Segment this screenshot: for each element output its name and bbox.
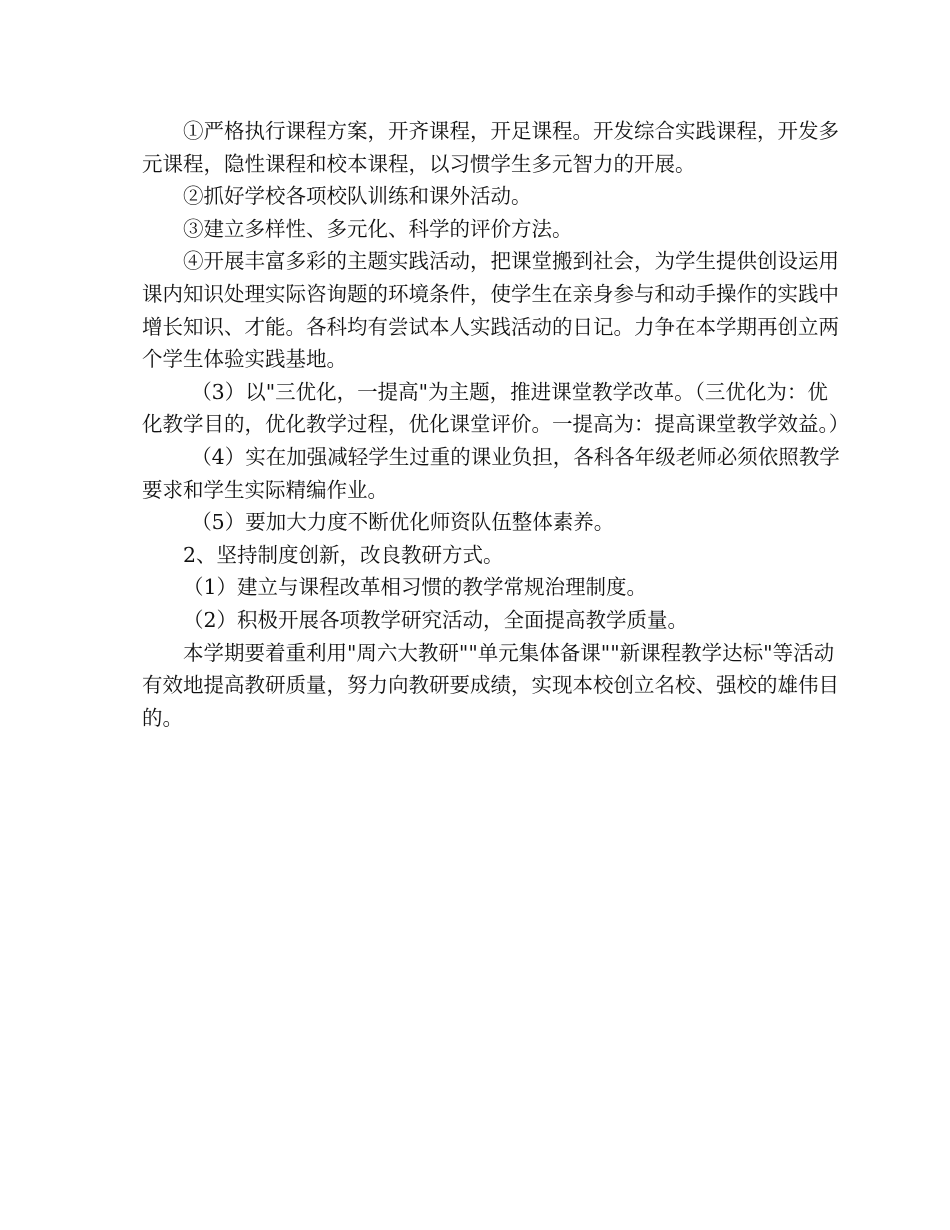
paragraph-section-2: 2、坚持制度创新，改良教研方式。 — [183, 542, 504, 567]
paragraph-evaluation: ③建立多样性、多元化、科学的评价方法。 — [183, 216, 573, 241]
paragraph-item-4: （4）实在加强减轻学生过重的课业负担，各科各年级老师必须依照教学要求和学生实际精编作业。 — [142, 444, 840, 502]
paragraph-practice-activities: ④开展丰富多彩的主题实践活动，把课堂搬到社会，为学生提供创设运用课内知识处理实际咨询题的环境条件，使学生在亲身参与和动手操作的实践中增长知识、才能。各科均有尝试本人实践活动的日记。力争在本学期再创立两个学生体验实践基地。 — [142, 249, 839, 372]
paragraph-section-2-item-2: （2）积极开展各项教学研究活动，全面提高教学质量。 — [183, 607, 689, 632]
document-body — [142, 115, 850, 734]
paragraph-item-3: （3）以"三优化，一提高"为主题，推进课堂教学改革。（三优化为：优化教学目的，优化教学过程，优化课堂评价。一提高为：提高课堂教学效益。） — [142, 379, 850, 437]
paragraph-school-teams: ②抓好学校各项校队训练和课外活动。 — [183, 184, 532, 209]
paragraph-item-5: （5）要加大力度不断优化师资队伍整体素养。 — [191, 510, 615, 535]
paragraph-semester-focus: 本学期要着重利用"周六大教研""单元集体备课""新课程教学达标"等活动有效地提高教研质量，努力向教研要成绩，实现本校创立名校、强校的雄伟目的。 — [142, 640, 839, 730]
paragraph-section-2-item-1: （1）建立与课程改革相习惯的教学常规治理制度。 — [183, 575, 648, 600]
paragraph-curriculum: ①严格执行课程方案，开齐课程，开足课程。开发综合实践课程，开发多元课程，隐性课程和校本课程，以习惯学生多元智力的开展。 — [142, 119, 839, 176]
